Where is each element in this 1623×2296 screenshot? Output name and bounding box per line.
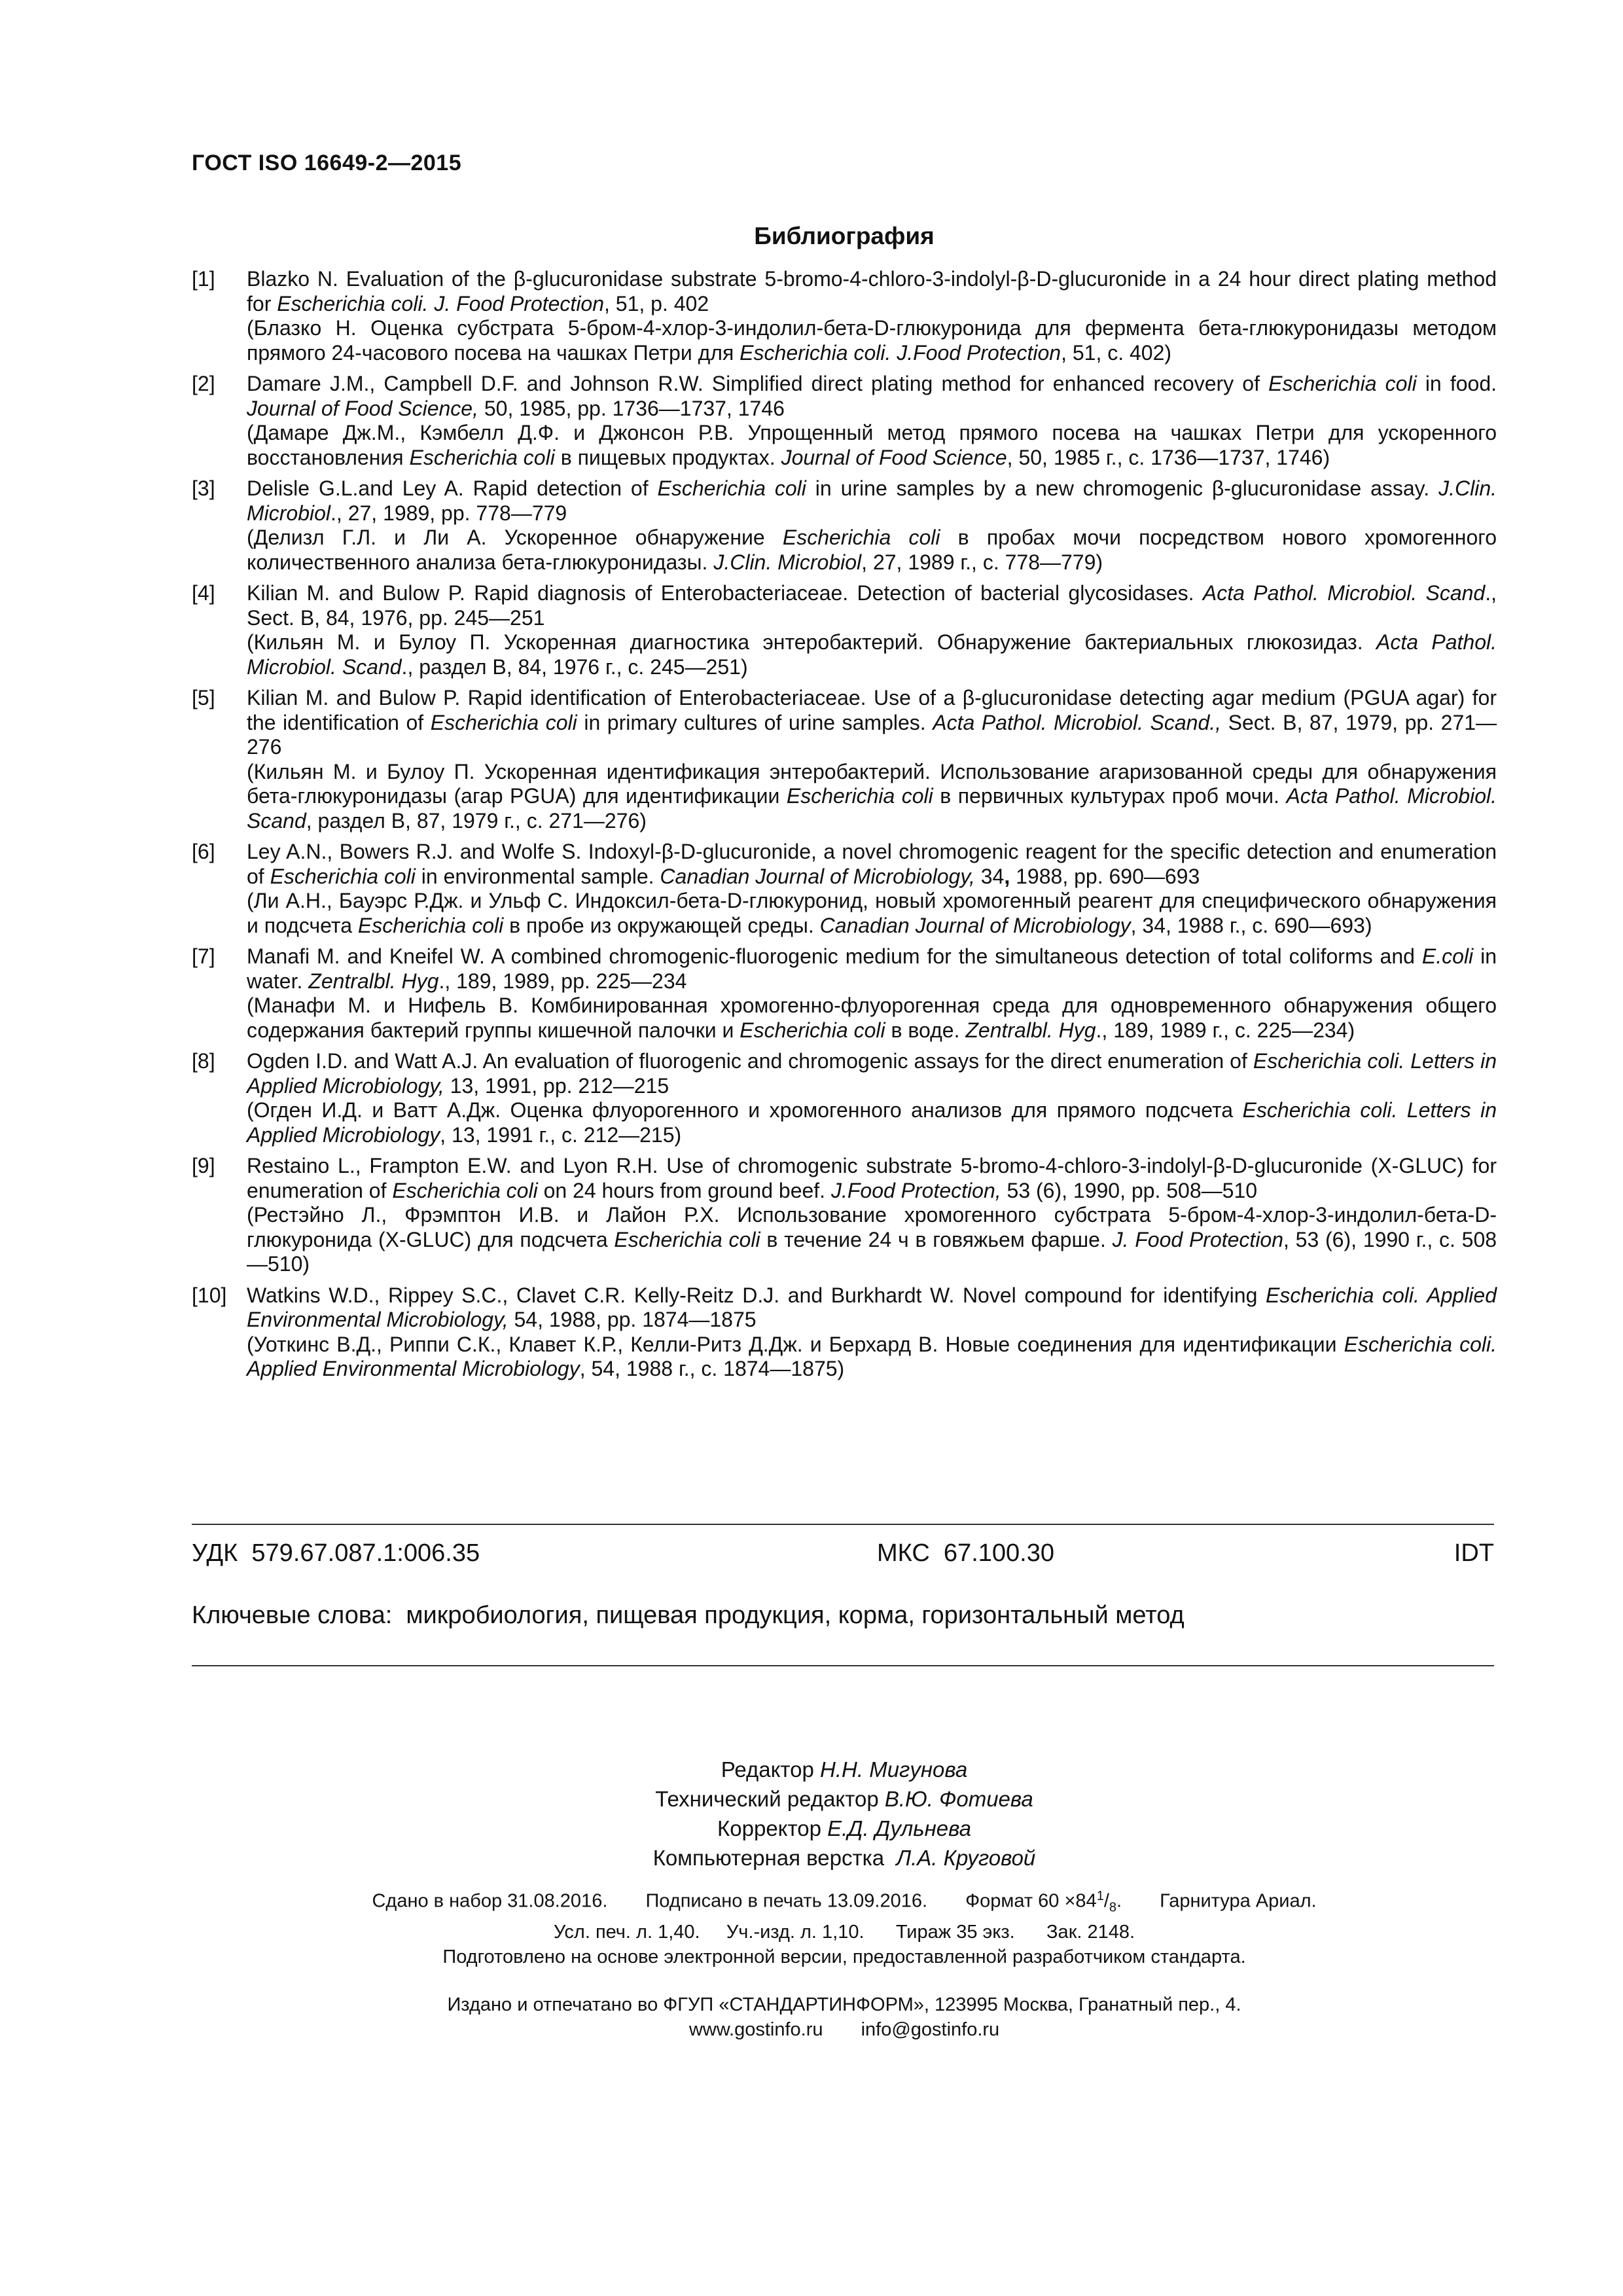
bibliography-entry bbox=[192, 476, 1501, 575]
entry-number: [9] bbox=[192, 1154, 215, 1177]
entry-number: [3] bbox=[192, 476, 215, 500]
imprint-line-2: Усл. печ. л. 1,40. Уч.-изд. л. 1,10. Тираж 35 экз. Зак. 2148. bbox=[553, 1922, 1135, 1943]
imprint-line-3: Подготовлено на основе электронной версии, предоставленной разработчиком стандарта. bbox=[442, 1946, 1246, 1968]
imprint-line-1: Сдано в набор 31.08.2016. Подписано в печать 13.09.2016. Формат $60 \times 84^1/_8$. Гарнитура Ариал. bbox=[372, 1889, 1317, 1915]
entry-text: Damare J.M., Campbell D.F. and Johnson R.W. Simplified direct plating method for enhanced recovery of Escherichia coli in food. Journal of Food Science, 50, 1985, pp. 1736—1737, 1746 (Дамаре Дж.М., Кэмбелл Д.Ф. и Джонсон Р.В. Упрощенный метод прямого посева на чашках Петри для ускоренного восстановления Escherichia coli в пищевых продуктах. Journal of Food Science, 50, 1985 г., с. 1736—1737, 1746) bbox=[247, 372, 1497, 469]
layout-line: Компьютерная верстка Л.А. Круговой bbox=[652, 1846, 1036, 1870]
entry-number: [2] bbox=[192, 372, 215, 395]
editor-line: Редактор Н.Н. Мигунова bbox=[721, 1757, 968, 1782]
standard-code: ГОСТ ISO 16649-2—2015 bbox=[192, 151, 462, 175]
divider-top bbox=[192, 1524, 1494, 1525]
keywords-line: Ключевые слова: микробиология, пищевая продукция, корма, горизонтальный метод bbox=[192, 1602, 1185, 1629]
classification-row bbox=[192, 1539, 1494, 1572]
editors-block bbox=[0, 1755, 1623, 1873]
udk-code: УДК 579.67.087.1:006.35 bbox=[192, 1539, 480, 1567]
entry-text: Ley A.N., Bowers R.J. and Wolfe S. Indoxyl-β-D-glucuronide, a novel chromogenic reagent for the specific detection and enumeration of Escherichia coli in environmental sample. Canadian Journal of Microbiology, 34, 1988, pp. 690—693 (Ли А.Н., Бауэрс Р.Дж. и Ульф С. Индоксил-бета-D-глюкуронид, новый хромогенный реагент для специфического обнаружения и подсчета Escherichia coli в пробе из окружающей среды. Canadian Journal of Microbiology, 34, 1988 г., с. 690—693) bbox=[247, 840, 1497, 937]
bibliography-entry bbox=[192, 944, 1501, 1043]
email-link[interactable]: info@gostinfo.ru bbox=[861, 2019, 1000, 2040]
entry-number: [5] bbox=[192, 686, 215, 709]
entry-text: Kilian M. and Bulow P. Rapid diagnosis of Enterobacteriaceae. Detection of bacterial glycosidases. Acta Pathol. Microbiol. Scand., Sect. B, 84, 1976, pp. 245—251 (Кильян М. и Булоу П. Ускоренная диагностика энтеробактерий. Обнаружение бактериальных глюкозидаз. Acta Pathol. Microbiol. Scand., раздел В, 84, 1976 г., с. 245—251) bbox=[247, 581, 1497, 679]
bibliography-entry bbox=[192, 686, 1501, 833]
entry-text: Ogden I.D. and Watt A.J. An evaluation of fluorogenic and chromogenic assays for the direct enumeration of Escherichia coli. Letters in Applied Microbiology, 13, 1991, pp. 212—215 (Огден И.Д. и Ватт А.Дж. Оценка флуорогенного и хромогенного анализов для прямого подсчета Escherichia coli. Letters in Applied Microbiology, 13, 1991 г., с. 212—215) bbox=[247, 1049, 1497, 1147]
divider-bottom bbox=[192, 1665, 1494, 1666]
idt-label: IDT bbox=[1454, 1539, 1494, 1567]
bibliography-list bbox=[192, 267, 1501, 1388]
bibliography-title: Библиография bbox=[754, 223, 935, 249]
entry-text: Manafi M. and Kneifel W. A combined chromogenic-fluorogenic medium for the simultaneous detection of total coliforms and E.coli in water. Zentralbl. Hyg., 189, 1989, pp. 225—234 (Манафи М. и Нифель В. Комбинированная хромогенно-флуорогенная среда для одновременного обнаружения общего содержания бактерий группы кишечной палочки и Escherichia coli в воде. Zentralbl. Hyg., 189, 1989 г., с. 225—234) bbox=[247, 944, 1497, 1042]
bibliography-entry bbox=[192, 267, 1501, 365]
mks-code: МКС 67.100.30 bbox=[877, 1539, 1054, 1567]
bibliography-entry bbox=[192, 1154, 1501, 1277]
website-link[interactable]: www.gostinfo.ru bbox=[688, 2019, 823, 2040]
bibliography-entry bbox=[192, 1049, 1501, 1147]
entry-number: [7] bbox=[192, 944, 215, 968]
entry-text: Restaino L., Frampton E.W. and Lyon R.H. Use of chromogenic substrate 5-bromo-4-chloro-3-indolyl-β-D-glucuronide (X-GLUC) for enumeration of Escherichia coli on 24 hours from ground beef. J.Food Protection, 53 (6), 1990, pp. 508—510 (Рестэйно Л., Фрэмптон И.В. и Лайон Р.Х. Использование хромогенного субстрата 5-бром-4-хлор-3-индолил-бета-D-глюкуронида (X-GLUC) для подсчета Escherichia coli в течение 24 ч в говяжьем фарше. J. Food Protection, 53 (6), 1990 г., с. 508—510) bbox=[247, 1154, 1497, 1276]
entry-text: Watkins W.D., Rippey S.C., Clavet C.R. Kelly-Reitz D.J. and Burkhardt W. Novel compound for identifying Escherichia coli. Applied Environmental Microbiology, 54, 1988, pp. 1874—1875 (Уоткинс В.Д., Риппи С.К., Клавет К.Р., Келли-Ритз Д.Дж. и Берхард В. Новые соединения для идентификации Escherichia coli. Applied Environmental Microbiology, 54, 1988 г., с. 1874—1875) bbox=[247, 1283, 1497, 1380]
entry-number: [6] bbox=[192, 840, 215, 863]
corrector-line: Корректор Е.Д. Дульнева bbox=[717, 1816, 971, 1840]
entry-number: [8] bbox=[192, 1049, 215, 1073]
entry-text: Kilian M. and Bulow P. Rapid identification of Enterobacteriaceae. Use of a β-glucuronidase detecting agar medium (PGUA agar) for the identification of Escherichia coli in primary cultures of urine samples. Acta Pathol. Microbiol. Scand., Sect. B, 87, 1979, pp. 271—276 (Кильян М. и Булоу П. Ускоренная идентификация энтеробактерий. Использование агаризованной среды для обнаружения бета-глюкуронидазы (агар PGUA) для идентификации Escherichia coli в первичных культурах проб мочи. Acta Pathol. Microbiol. Scand, раздел В, 87, 1979 г., с. 271—276) bbox=[247, 686, 1497, 833]
entry-text: Blazko N. Evaluation of the β-glucuronidase substrate 5-bromo-4-chloro-3-indolyl-β-D-glucuronide in a 24 hour direct plating method for Escherichia coli. J. Food Protection, 51, p. 402 (Блазко Н. Оценка субстрата 5-бром-4-хлор-3-индолил-бета-D-глюкуронида для фермента бета-глюкуронидазы методом прямого 24-часового посева на чашках Петри для Escherichia coli. J.Food Protection, 51, с. 402) bbox=[247, 267, 1497, 365]
publisher-block bbox=[0, 1992, 1623, 2042]
tech-editor-line: Технический редактор В.Ю. Фотиева bbox=[655, 1787, 1033, 1811]
imprint-block bbox=[0, 1884, 1623, 1969]
entry-number: [10] bbox=[192, 1283, 227, 1307]
bibliography-entry bbox=[192, 1283, 1501, 1382]
entry-text: Delisle G.L.and Ley A. Rapid detection of Escherichia coli in urine samples by a new chromogenic β-glucuronidase assay. J.Clin. Microbiol., 27, 1989, pp. 778—779 (Делизл Г.Л. и Ли А. Ускоренное обнаружение Escherichia coli в пробах мочи посредством нового хромогенного количественного анализа бета-глюкуронидазы. J.Clin. Microbiol, 27, 1989 г., с. 778—779) bbox=[247, 476, 1497, 574]
entry-number: [1] bbox=[192, 267, 215, 291]
bibliography-entry bbox=[192, 840, 1501, 938]
publisher-contacts bbox=[0, 2017, 1623, 2042]
publisher-address: Издано и отпечатано во ФГУП «СТАНДАРТИНФОРМ», 123995 Москва, Гранатный пер., 4. bbox=[447, 1994, 1241, 2015]
entry-number: [4] bbox=[192, 581, 215, 605]
bibliography-entry bbox=[192, 372, 1501, 470]
bibliography-entry bbox=[192, 581, 1501, 679]
